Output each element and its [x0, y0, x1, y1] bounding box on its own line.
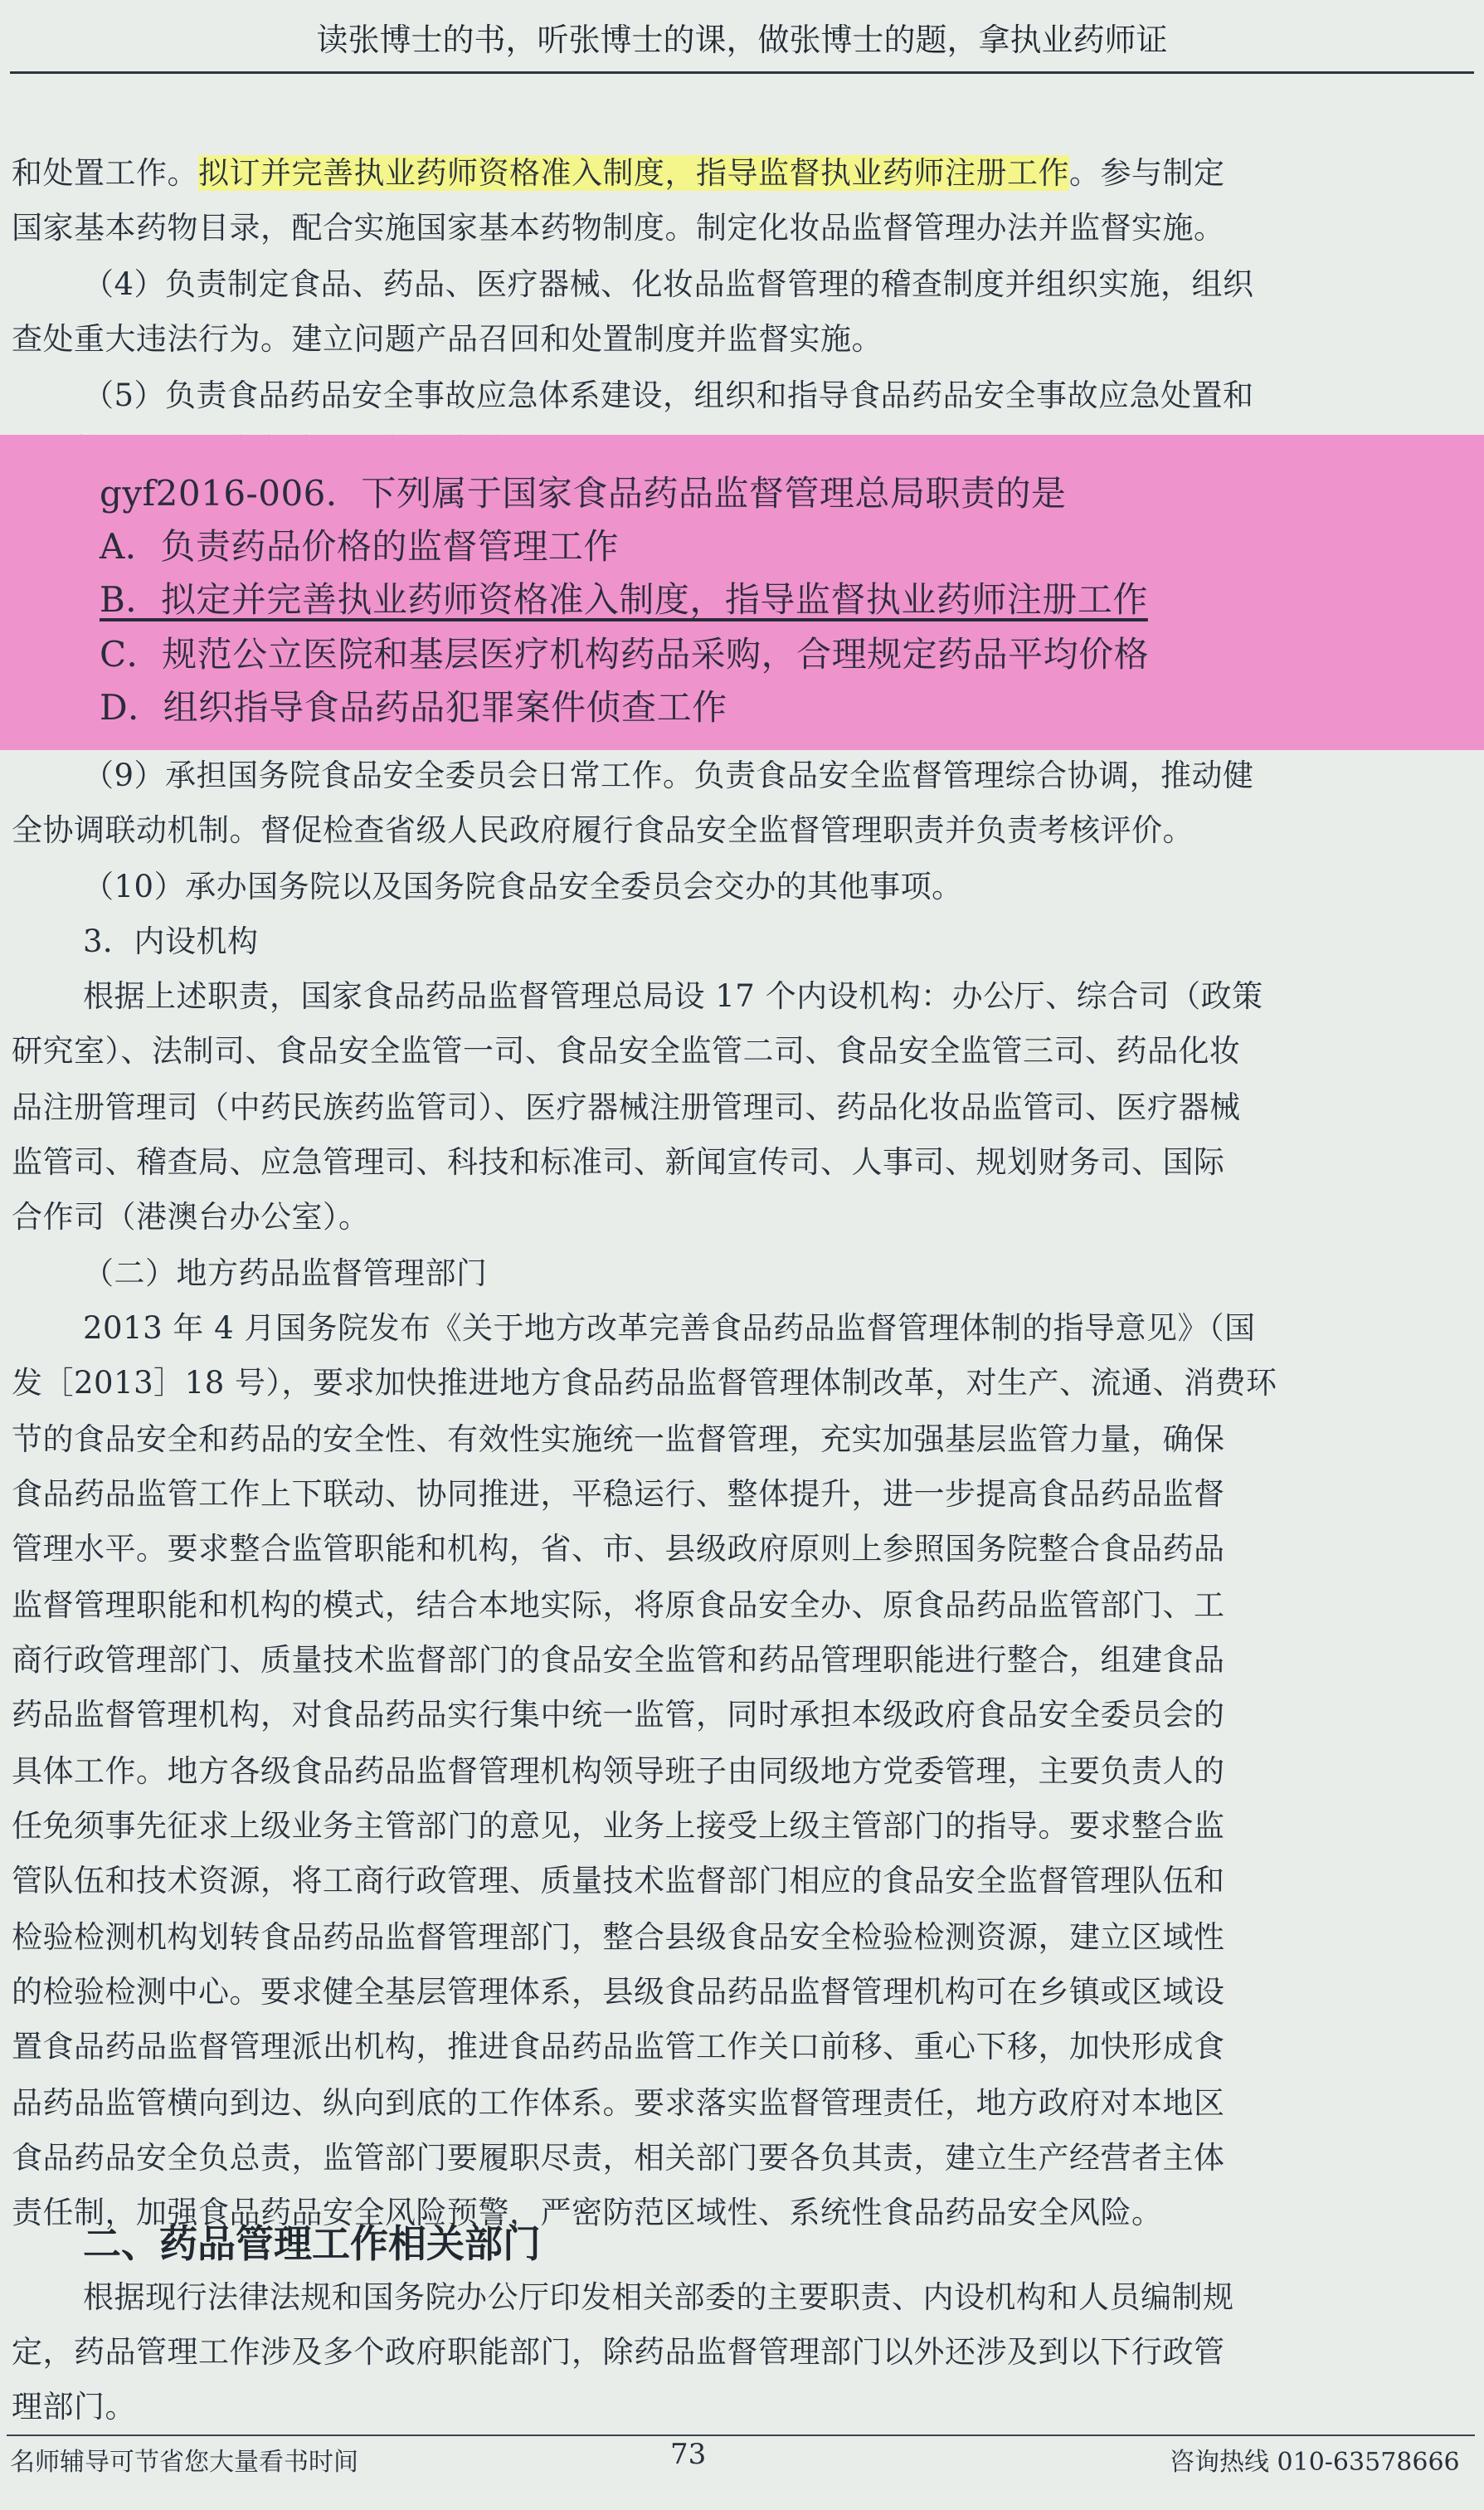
body-line: 药品监督管理机构，对食品药品实行集中统一监管，同时承担本级政府食品安全委员会的 [12, 1697, 1225, 1733]
text-segment: 和处置工作。 [12, 155, 198, 191]
body-line: 管理水平。要求整合监管职能和机构，省、市、县级政府原则上参照国务院整合食品药品 [12, 1531, 1225, 1567]
body-line [12, 148, 1422, 193]
body-line: 管队伍和技术资源，将工商行政管理、质量技术监督部门相应的食品安全监督管理队伍和 [12, 1863, 1225, 1898]
body-line: 定，药品管理工作涉及多个政府职能部门，除药品监督管理部门以外还涉及到以下行政管 [12, 2334, 1225, 2370]
section-heading: 二、药品管理工作相关部门 [83, 2221, 541, 2266]
subheading: （二）地方药品监督管理部门 [83, 1255, 488, 1291]
option-d: D．组织指导食品药品犯罪案件侦查工作 [100, 687, 727, 728]
body-line: 查处重大违法行为。建立问题产品召回和处置制度并监督实施。 [12, 321, 883, 357]
question-callout [0, 435, 1484, 750]
question-stem: gyf2016-006．下列属于国家食品药品监督管理总局职责的是 [100, 473, 1067, 514]
body-line: 的检验检测中心。要求健全基层管理体系，县级食品药品监督管理机构可在乡镇或区域设 [12, 1974, 1225, 2010]
body-line: 全协调联动机制。督促检查省级人民政府履行食品安全监督管理职责并负责考核评价。 [12, 812, 1194, 848]
body-line: 合作司（港澳台办公室）。 [12, 1199, 370, 1235]
body-line: 食品药品监管工作上下联动、协同推进，平稳运行、整体提升，进一步提高食品药品监督 [12, 1476, 1225, 1512]
body-line: 监督管理职能和机构的模式，结合本地实际，将原食品安全办、原食品药品监管部门、工 [12, 1587, 1225, 1623]
body-line: 品药品监管横向到边、纵向到底的工作体系。要求落实监督管理责任，地方政府对本地区 [12, 2085, 1225, 2121]
body-line: 具体工作。地方各级食品药品监督管理机构领导班子由同级地方党委管理，主要负责人的 [12, 1753, 1225, 1789]
body-line: 责任制，加强食品药品安全风险预警，严密防范区域性、系统性食品药品安全风险。 [12, 2195, 1163, 2230]
running-header: 读张博士的书，听张博士的课，做张博士的题，拿执业药师证 [316, 22, 1168, 58]
body-line: 理部门。 [12, 2389, 136, 2425]
body-line: 国家基本药物目录，配合实施国家基本药物制度。制定化妆品监督管理办法并监督实施。 [12, 210, 1225, 246]
body-line: 食品药品安全负总责，监管部门要履职尽责，相关部门要各负其责，建立生产经营者主体 [12, 2140, 1225, 2176]
body-line: 监管司、稽查局、应急管理司、科技和标准司、新闻宣传司、人事司、规划财务司、国际 [12, 1144, 1225, 1180]
option-b: B．拟定并完善执业药师资格准入制度，指导监督执业药师注册工作 [100, 579, 1148, 620]
body-line: （10）承办国务院以及国务院食品安全委员会交办的其他事项。 [83, 869, 963, 904]
body-line: 置食品药品监督管理派出机构，推进食品药品监管工作关口前移、重心下移，加快形成食 [12, 2029, 1225, 2064]
highlighted-text: 拟订并完善执业药师资格准入制度，指导监督执业药师注册工作 [198, 155, 1069, 191]
body-line: 根据上述职责，国家食品药品监督管理总局设 17 个内设机构：办公厅、综合司（政策 [83, 978, 1263, 1014]
footer-divider [7, 2434, 1475, 2436]
body-line: 根据现行法律法规和国务院办公厅印发相关部委的主要职责、内设机构和人员编制规 [83, 2279, 1234, 2315]
body-line: 2013 年 4 月国务院发布《关于地方改革完善食品药品监督管理体制的指导意见》（国 [83, 1310, 1256, 1346]
body-line: 品注册管理司（中药民族药监管司）、医疗器械注册管理司、药品化妆品监管司、医疗器械 [12, 1089, 1241, 1125]
text-segment: 。参与制定 [1069, 155, 1225, 191]
body-line: （4）负责制定食品、药品、医疗器械、化妆品监督管理的稽查制度并组织实施，组织 [83, 266, 1254, 302]
body-line: 发［2013］18 号），要求加快推进地方食品药品监督管理体制改革，对生产、流通、消费环 [12, 1365, 1277, 1401]
body-line: （9）承担国务院食品安全委员会日常工作。负责食品安全监督管理综合协调，推动健 [83, 758, 1254, 793]
subheading: 3．内设机构 [83, 924, 259, 959]
page-number: 73 [670, 2438, 707, 2471]
option-a: A．负责药品价格的监督管理工作 [100, 526, 619, 567]
option-c: C．规范公立医院和基层医疗机构药品采购，合理规定药品平均价格 [100, 634, 1150, 675]
body-line: 商行政管理部门、质量技术监督部门的食品安全监管和药品管理职能进行整合，组建食品 [12, 1642, 1225, 1678]
header-divider [10, 71, 1474, 74]
footer-hotline: 咨询热线 010-63578666 [1170, 2448, 1460, 2477]
body-line: 节的食品安全和药品的安全性、有效性实施统一监督管理，充实加强基层监管力量，确保 [12, 1421, 1225, 1457]
body-line: 任免须事先征求上级业务主管部门的意见，业务上接受上级主管部门的指导。要求整合监 [12, 1808, 1225, 1844]
footer-slogan: 名师辅导可节省您大量看书时间 [10, 2448, 358, 2477]
body-line: （5）负责食品药品安全事故应急体系建设，组织和指导食品药品安全事故应急处置和 [83, 378, 1254, 413]
body-line: 研究室）、法制司、食品安全监管一司、食品安全监管二司、食品安全监管三司、药品化妆 [12, 1033, 1241, 1069]
body-line: 检验检测机构划转食品药品监督管理部门，整合县级食品安全检验检测资源，建立区域性 [12, 1919, 1225, 1955]
